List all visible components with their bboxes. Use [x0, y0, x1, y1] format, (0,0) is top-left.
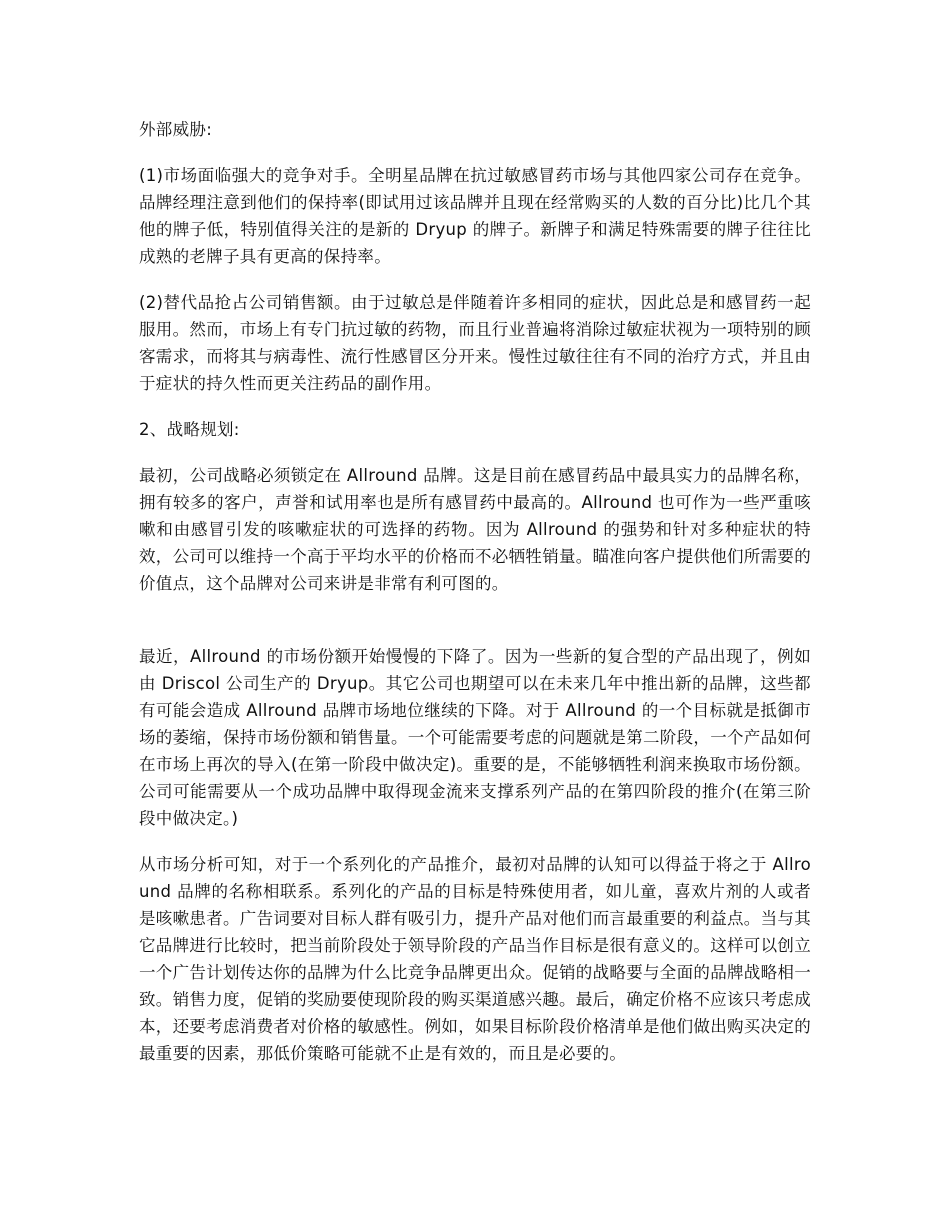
paragraph-substitutes: (2)替代品抢占公司销售额。由于过敏总是伴随着许多相同的症状，因此总是和感冒药一起服用。然而，市场上有专门抗过敏的药物，而且行业普遍将消除过敏症状视为一项特别的顾客需求，而将其与病毒性、流行性感冒区分开来。慢性过敏往往有不同的治疗方式，并且由于症状的持久性而更关注药品的副作用。 [139, 293, 811, 393]
paragraph-competition: (1)市场面临强大的竞争对手。全明星品牌在抗过敏感冒药市场与其他四家公司存在竞争。品牌经理注意到他们的保持率(即试用过该品牌并且现在经常购买的人数的百分比)比几个其他的牌子低，特别值得关注的是新的 Dryup 的牌子。新牌子和满足特殊需要的牌子往往比成熟的老牌子具有更高的保持率。 [139, 166, 811, 266]
paragraph-recent-share: 最近，Allround 的市场份额开始慢慢的下降了。因为一些新的复合型的产品出现了，例如由 Driscol 公司生产的 Dryup。其它公司也期望可以在未来几年中推出新的品牌，这些都有可能会造成 Allround 品牌市场地位继续的下降。对于 Allround 的一个目标就是抵御市场的萎缩，保持市场份额和销售量。一个可能需要考虑的问题就是第二阶段，一个产品如何在市场上再次的导入(在第一阶段中做决定)。重要的是，不能够牺牲利润来换取市场份额。公司可能需要从一个成功品牌中取得现金流来支撑系列产品的在第四阶段的推介(在第三阶段中做决定。) [139, 647, 811, 828]
section-heading-strategic-planning: 2、战略规划: [139, 420, 240, 439]
document-body [139, 116, 811, 1086]
paragraph-market-analysis: 从市场分析可知，对于一个系列化的产品推介，最初对品牌的认知可以得益于将之于 Allround 品牌的名称相联系。系列化的产品的目标是特殊使用者，如儿童，喜欢片剂的人或者是咳嗽患者。广告词要对目标人群有吸引力，提升产品对他们而言最重要的利益点。当与其它品牌进行比较时，把当前阶段处于领导阶段的产品当作目标是很有意义的。这样可以创立一个广告计划传达你的品牌为什么比竞争品牌更出众。促销的战略要与全面的品牌战略相一致。销售力度，促销的奖励要使现阶段的购买渠道感兴趣。最后，确定价格不应该只考虑成本，还要考虑消费者对价格的敏感性。例如，如果目标阶段价格清单是他们做出购买决定的最重要的因素，那低价策略可能就不止是有效的，而且是必要的。 [139, 855, 811, 1063]
paragraph-initial-strategy: 最初，公司战略必须锁定在 Allround 品牌。这是目前在感冒药品中最具实力的品牌名称，拥有较多的客户，声誉和试用率也是所有感冒药中最高的。Allround 也可作为一些严重咳嗽和由感冒引发的咳嗽症状的可选择的药物。因为 Allround 的强势和针对多种症状的特效，公司可以维持一个高于平均水平的价格而不必牺牲销量。瞄准向客户提供他们所需要的价值点，这个品牌对公司来讲是非常有利可图的。 [139, 466, 811, 593]
section-heading-external-threats: 外部威胁: [139, 120, 213, 139]
